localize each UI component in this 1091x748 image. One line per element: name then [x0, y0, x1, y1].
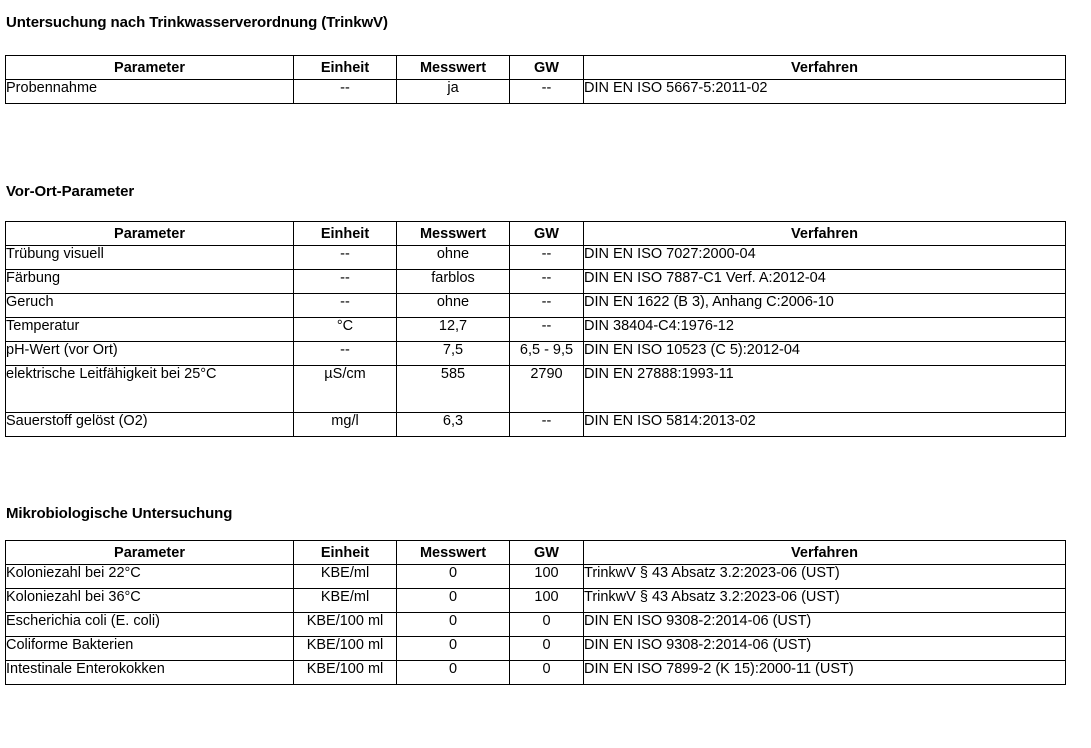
column-header-einheit: Einheit: [294, 541, 397, 565]
table-mikrobiologische-untersuchung: [5, 540, 1066, 685]
column-header-parameter: Parameter: [6, 541, 294, 565]
column-header-einheit: Einheit: [294, 56, 397, 80]
column-header-parameter: Parameter: [6, 222, 294, 246]
section-title-vor-ort-parameter: Vor-Ort-Parameter: [6, 183, 135, 200]
cell-gw: --: [510, 294, 584, 318]
cell-einheit: KBE/100 ml: [294, 637, 397, 661]
cell-verfahren: DIN EN ISO 7027:2000-04: [584, 246, 1066, 270]
table-row: [6, 589, 1066, 613]
cell-einheit: KBE/ml: [294, 589, 397, 613]
cell-gw: --: [510, 80, 584, 104]
cell-messwert: 0: [397, 589, 510, 613]
cell-parameter: Geruch: [6, 294, 294, 318]
table-row: [6, 294, 1066, 318]
table-row: [6, 661, 1066, 685]
table-row: [6, 246, 1066, 270]
column-header-messwert: Messwert: [397, 541, 510, 565]
column-header-gw: GW: [510, 56, 584, 80]
cell-einheit: --: [294, 294, 397, 318]
cell-messwert: 0: [397, 565, 510, 589]
cell-parameter: Koloniezahl bei 22°C: [6, 565, 294, 589]
cell-messwert: ja: [397, 80, 510, 104]
table-row: [6, 565, 1066, 589]
cell-einheit: --: [294, 342, 397, 366]
cell-parameter: Coliforme Bakterien: [6, 637, 294, 661]
cell-einheit: KBE/100 ml: [294, 613, 397, 637]
cell-gw: 6,5 - 9,5: [510, 342, 584, 366]
column-header-messwert: Messwert: [397, 56, 510, 80]
table-header-row: [6, 222, 1066, 246]
cell-parameter: Probennahme: [6, 80, 294, 104]
cell-messwert: ohne: [397, 246, 510, 270]
cell-messwert: farblos: [397, 270, 510, 294]
cell-einheit: --: [294, 80, 397, 104]
cell-messwert: 585: [397, 366, 510, 413]
cell-verfahren: DIN EN ISO 10523 (C 5):2012-04: [584, 342, 1066, 366]
cell-parameter: Temperatur: [6, 318, 294, 342]
cell-messwert: 0: [397, 661, 510, 685]
column-header-parameter: Parameter: [6, 56, 294, 80]
cell-einheit: µS/cm: [294, 366, 397, 413]
cell-parameter: Escherichia coli (E. coli): [6, 613, 294, 637]
column-header-verfahren: Verfahren: [584, 222, 1066, 246]
cell-parameter: Koloniezahl bei 36°C: [6, 589, 294, 613]
cell-messwert: 7,5: [397, 342, 510, 366]
cell-verfahren: DIN EN ISO 9308-2:2014-06 (UST): [584, 637, 1066, 661]
column-header-verfahren: Verfahren: [584, 56, 1066, 80]
cell-gw: 100: [510, 565, 584, 589]
cell-gw: --: [510, 318, 584, 342]
cell-gw: 0: [510, 661, 584, 685]
cell-parameter: Färbung: [6, 270, 294, 294]
cell-gw: --: [510, 246, 584, 270]
cell-gw: 2790: [510, 366, 584, 413]
table-row: [6, 637, 1066, 661]
cell-parameter: Intestinale Enterokokken: [6, 661, 294, 685]
table-row: [6, 366, 1066, 413]
cell-gw: 0: [510, 613, 584, 637]
table-header-row: [6, 56, 1066, 80]
cell-gw: 100: [510, 589, 584, 613]
column-header-gw: GW: [510, 222, 584, 246]
cell-verfahren: DIN EN ISO 9308-2:2014-06 (UST): [584, 613, 1066, 637]
cell-messwert: 0: [397, 637, 510, 661]
section-title-trinkwv: Untersuchung nach Trinkwasserverordnung (TrinkwV): [6, 14, 388, 31]
cell-verfahren: DIN EN ISO 5667-5:2011-02: [584, 80, 1066, 104]
cell-parameter: Trübung visuell: [6, 246, 294, 270]
cell-parameter: elektrische Leitfähigkeit bei 25°C: [6, 366, 294, 413]
table-trinkwv: [5, 55, 1066, 104]
cell-messwert: 6,3: [397, 413, 510, 437]
cell-einheit: --: [294, 270, 397, 294]
cell-parameter: Sauerstoff gelöst (O2): [6, 413, 294, 437]
cell-verfahren: DIN EN ISO 7887-C1 Verf. A:2012-04: [584, 270, 1066, 294]
cell-einheit: --: [294, 246, 397, 270]
cell-gw: 0: [510, 637, 584, 661]
cell-einheit: KBE/ml: [294, 565, 397, 589]
cell-verfahren: TrinkwV § 43 Absatz 3.2:2023-06 (UST): [584, 565, 1066, 589]
cell-gw: --: [510, 413, 584, 437]
cell-gw: --: [510, 270, 584, 294]
table-row: [6, 80, 1066, 104]
cell-verfahren: TrinkwV § 43 Absatz 3.2:2023-06 (UST): [584, 589, 1066, 613]
cell-einheit: °C: [294, 318, 397, 342]
cell-verfahren: DIN EN 27888:1993-11: [584, 366, 1066, 413]
cell-verfahren: DIN EN ISO 7899-2 (K 15):2000-11 (UST): [584, 661, 1066, 685]
column-header-verfahren: Verfahren: [584, 541, 1066, 565]
table-vor-ort-parameter: [5, 221, 1066, 437]
cell-messwert: ohne: [397, 294, 510, 318]
cell-messwert: 12,7: [397, 318, 510, 342]
table-row: [6, 342, 1066, 366]
column-header-messwert: Messwert: [397, 222, 510, 246]
cell-verfahren: DIN EN ISO 5814:2013-02: [584, 413, 1066, 437]
table-row: [6, 318, 1066, 342]
table-row: [6, 413, 1066, 437]
table-row: [6, 270, 1066, 294]
cell-verfahren: DIN 38404-C4:1976-12: [584, 318, 1066, 342]
cell-einheit: KBE/100 ml: [294, 661, 397, 685]
column-header-gw: GW: [510, 541, 584, 565]
table-header-row: [6, 541, 1066, 565]
cell-verfahren: DIN EN 1622 (B 3), Anhang C:2006-10: [584, 294, 1066, 318]
table-row: [6, 613, 1066, 637]
cell-parameter: pH-Wert (vor Ort): [6, 342, 294, 366]
section-title-mikrobiologische-untersuchung: Mikrobiologische Untersuchung: [6, 505, 233, 522]
cell-einheit: mg/l: [294, 413, 397, 437]
column-header-einheit: Einheit: [294, 222, 397, 246]
cell-messwert: 0: [397, 613, 510, 637]
